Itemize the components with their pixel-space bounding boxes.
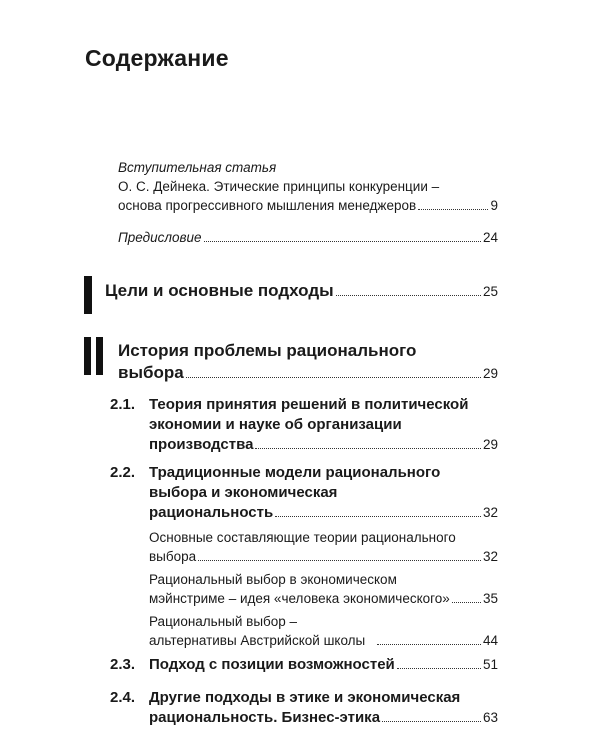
intro-line2: основа прогрессивного мышления менеджеров — [118, 198, 417, 213]
toc-entry-2-2-a[interactable] — [149, 528, 498, 566]
section-2-2-number: 2.2. — [110, 464, 136, 481]
subsection-c-last-line — [149, 631, 498, 650]
chapter-1-roman-numeral — [84, 276, 92, 314]
section-2-4-number: 2.4. — [110, 689, 136, 706]
section-2-1-last-line — [149, 435, 498, 455]
toc-entry-2-3[interactable] — [110, 655, 498, 675]
section-2-1-page: 29 — [482, 437, 498, 452]
section-2-3-number: 2.3. — [110, 656, 136, 673]
preface-label: Предисловие — [118, 230, 202, 245]
page-title: Содержание — [85, 45, 229, 71]
section-2-1-line1: Теория принятия решений в политической — [149, 396, 469, 413]
section-2-2-page: 32 — [482, 505, 498, 520]
toc-entry-2-2-b[interactable] — [149, 570, 498, 608]
chapter-2-roman-numeral-bar1 — [84, 337, 91, 375]
section-2-4-line2: рациональность. Бизнес-этика — [149, 709, 381, 726]
section-2-4-last-line — [149, 708, 498, 728]
section-2-4-line1: Другие подходы в этике и экономическая — [149, 689, 461, 706]
toc-entry-2-2-c[interactable] — [149, 612, 498, 650]
subsection-c-line1: Рациональный выбор – — [149, 614, 298, 629]
chapter-2-line2: выбора — [118, 363, 184, 382]
subsection-c-line2: альтернативы Австрийской школы — [149, 633, 366, 648]
leader-dots — [275, 516, 481, 517]
subsection-b-line2: мэйнстриме – идея «человека экономического» — [149, 591, 450, 606]
leader-dots — [452, 602, 481, 603]
section-2-2-line2: выбора и экономическая — [149, 484, 338, 501]
subsection-a-last-line — [149, 547, 498, 566]
subsection-a-line2: выбора — [149, 549, 197, 564]
intro-label: Вступительная статья — [118, 160, 277, 175]
section-2-1-number: 2.1. — [110, 396, 136, 413]
toc-entry-2-4[interactable] — [110, 688, 498, 728]
chapter-1-title: Цели и основные подходы — [105, 281, 334, 300]
intro-page: 9 — [490, 198, 498, 213]
chapter-2-roman-numeral-bar2 — [96, 337, 103, 375]
leader-dots — [397, 668, 481, 669]
leader-dots — [377, 644, 481, 645]
section-2-3-line — [149, 655, 498, 675]
toc-entry-chapter-1[interactable] — [105, 280, 498, 303]
chapter-2-page: 29 — [482, 366, 498, 381]
leader-dots — [198, 560, 481, 561]
subsection-c-page: 44 — [482, 633, 498, 648]
section-2-1-line3: производства — [149, 436, 254, 453]
subsection-b-line1: Рациональный выбор в экономическом — [149, 572, 397, 587]
section-2-2-last-line — [149, 503, 498, 523]
section-2-2-line1: Традиционные модели рационального — [149, 464, 441, 481]
toc-entry-chapter-2[interactable] — [118, 340, 498, 385]
subsection-b-last-line — [149, 589, 498, 608]
leader-dots — [336, 295, 481, 296]
section-2-1-line2: экономии и науке об организации — [149, 416, 402, 433]
leader-dots — [418, 209, 488, 210]
section-2-4-page: 63 — [482, 710, 498, 725]
intro-last-line — [118, 196, 498, 215]
subsection-b-page: 35 — [482, 591, 498, 606]
intro-line1: О. С. Дейнека. Этические принципы конкуренции – — [118, 179, 440, 194]
preface-line — [118, 228, 498, 247]
toc-entry-preface[interactable] — [118, 228, 498, 247]
toc-entry-2-2[interactable] — [110, 463, 498, 523]
leader-dots — [186, 377, 481, 378]
subsection-a-line1: Основные составляющие теории рационального — [149, 530, 456, 545]
leader-dots — [382, 721, 481, 722]
section-2-3-page: 51 — [482, 657, 498, 672]
toc-entry-2-1[interactable] — [110, 395, 498, 455]
section-2-2-line3: рациональность — [149, 504, 274, 521]
leader-dots — [204, 241, 481, 242]
chapter-1-page: 25 — [482, 284, 498, 299]
subsection-a-page: 32 — [482, 549, 498, 564]
chapter-2-last-line — [118, 362, 498, 385]
leader-dots — [255, 448, 481, 449]
chapter-2-line1: История проблемы рационального — [118, 341, 417, 360]
section-2-3-line1: Подход с позиции возможностей — [149, 656, 395, 673]
toc-entry-intro[interactable] — [118, 158, 498, 215]
preface-page: 24 — [482, 230, 498, 245]
chapter-1-line — [105, 280, 498, 303]
